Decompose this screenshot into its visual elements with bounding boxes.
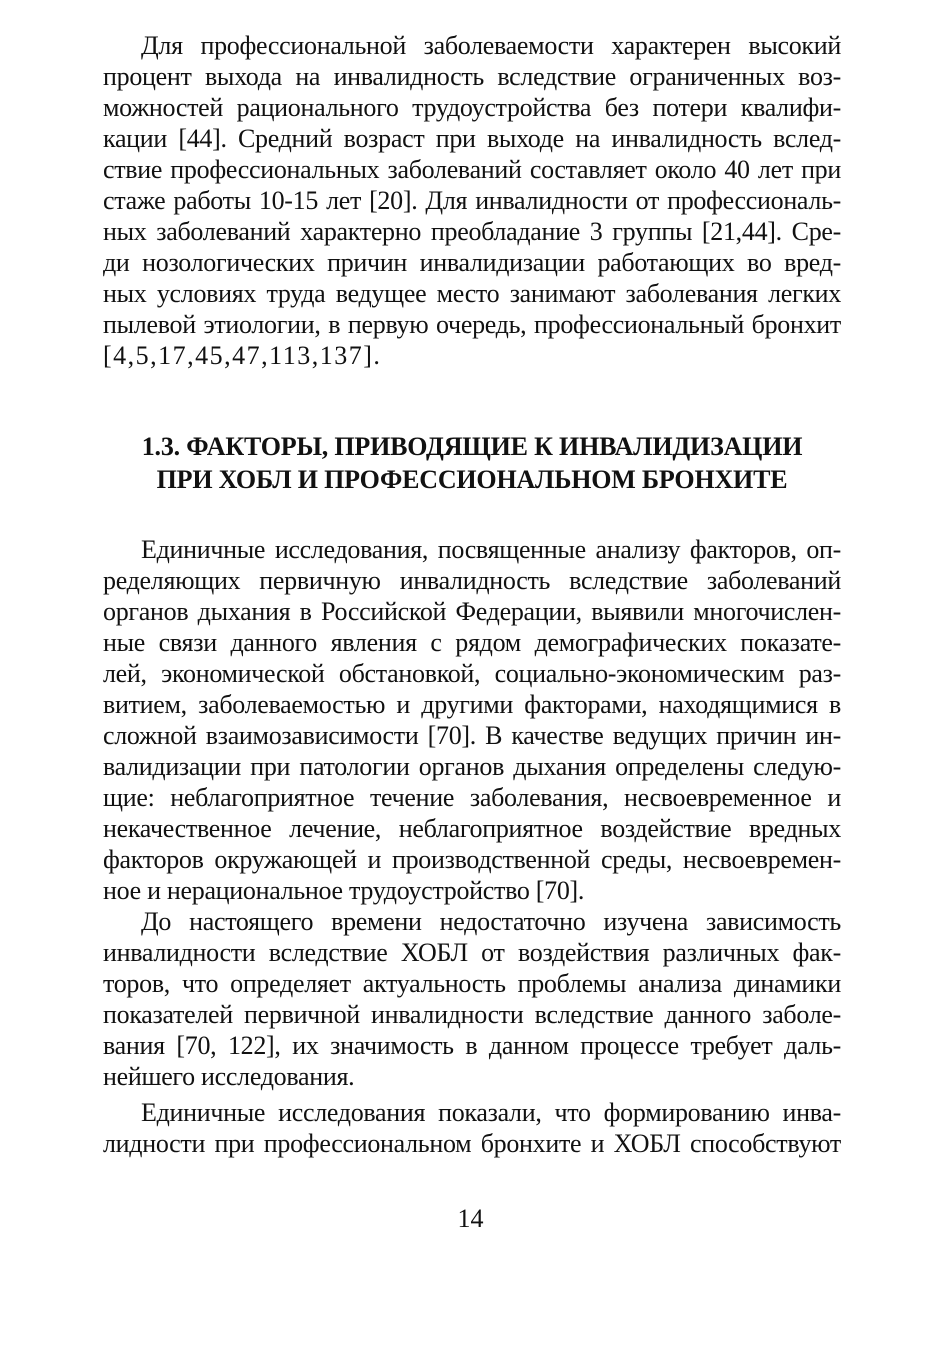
paragraph-line: лей, экономической обстановкой, социально-экономическим раз- [103,659,841,688]
paragraph-line: ных условиях труда ведущее место занимают заболевания легких [103,279,841,308]
paragraph-line: лидности при профессиональном бронхите и ХОБЛ способствуют [103,1129,841,1158]
paragraph-line: нейшего исследования. [103,1062,355,1091]
paragraph-line: показателей первичной инвалидности вследствие данного заболе- [103,1000,841,1029]
paragraph-line: торов, что определяет актуальность проблемы анализа динамики [103,969,841,998]
paragraph-line: вания [70, 122], их значимость в данном процессе требует даль- [103,1031,841,1060]
paragraph-line: сложной взаимозависимости [70]. В качестве ведущих причин ин- [103,721,841,750]
paragraph-line: валидизации при патологии органов дыхания определены следую- [103,752,841,781]
paragraph-line: Для профессиональной заболеваемости характерен высокий [141,31,841,60]
paragraph-line: пылевой этиологии, в первую очередь, профессиональный бронхит [103,310,841,339]
paragraph-line: Единичные исследования, посвященные анализу факторов, оп- [141,535,841,564]
page-number: 14 [457,1204,484,1233]
paragraph-line: факторов окружающей и производственной среды, несвоевремен- [103,845,841,874]
paragraph-line: кации [44]. Средний возраст при выходе на инвалидность вслед- [103,124,841,153]
paragraph-line: ные связи данного явления с рядом демографических показате- [103,628,841,657]
paragraph-line: процент выхода на инвалидность вследствие ограниченных воз- [103,62,841,91]
paragraph-line: инвалидности вследствие ХОБЛ от воздействия различных фак- [103,938,841,967]
paragraph-line: ределяющих первичную инвалидность вследствие заболеваний [103,566,841,595]
paragraph-line: органов дыхания в Российской Федерации, выявили многочислен- [103,597,841,626]
paragraph-line: витием, заболеваемостью и другими факторами, находящимися в [103,690,841,719]
paragraph-line: можностей рационального трудоустройства без потери квалифи- [103,93,841,122]
paragraph-line: До настоящего времени недостаточно изучена зависимость [141,907,841,936]
paragraph-line: щие: неблагоприятное течение заболевания, несвоевременное и [103,783,841,812]
paragraph-line: [4,5,17,45,47,113,137]. [103,341,382,370]
paragraph-line: ствие профессиональных заболеваний составляет около 40 лет при [103,155,841,184]
paragraph-line: стаже работы 10-15 лет [20]. Для инвалидности от профессиональ- [103,186,841,215]
section-heading-line-1: 1.3. ФАКТОРЫ, ПРИВОДЯЩИЕ К ИНВАЛИДИЗАЦИИ [141,432,803,461]
paragraph-line: ное и нерациональное трудоустройство [70]. [103,876,585,905]
section-heading-line-2: ПРИ ХОБЛ И ПРОФЕССИОНАЛЬНОМ БРОНХИТЕ [156,465,788,494]
paragraph-line: ных заболеваний характерно преобладание 3 группы [21,44]. Сре- [103,217,841,246]
paragraph-line: Единичные исследования показали, что формированию инва- [141,1098,841,1127]
paragraph-line: некачественное лечение, неблагоприятное воздействие вредных [103,814,841,843]
paragraph-line: ди нозологических причин инвалидизации работающих во вред- [103,248,841,277]
